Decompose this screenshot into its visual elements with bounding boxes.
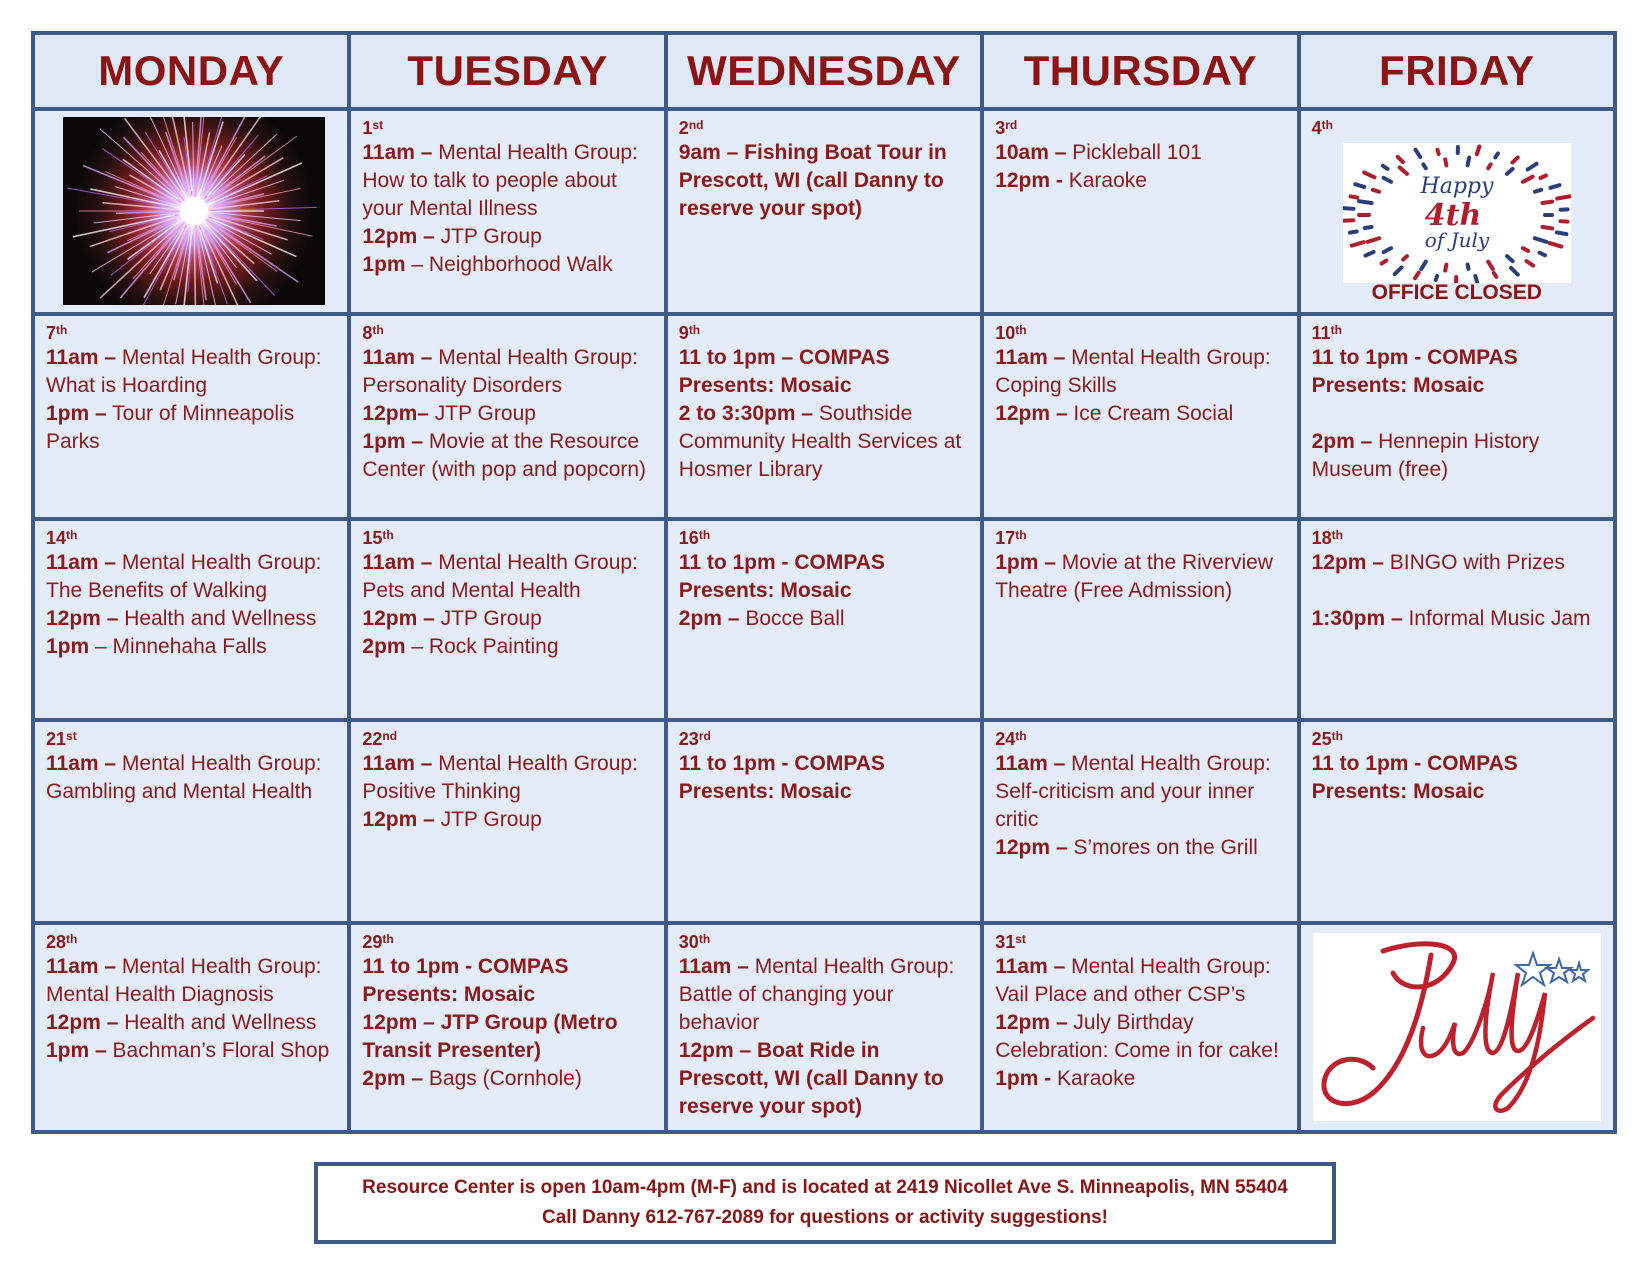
burst-dash xyxy=(1507,169,1513,174)
event: 12pm– JTP Group xyxy=(362,402,536,425)
event: 1pm – Movie at the Riverview Theatre (Free Admission) xyxy=(995,551,1273,602)
burst-dash xyxy=(1364,227,1371,228)
day-cell-28 xyxy=(35,925,347,1130)
date-label: 11th xyxy=(1311,323,1342,343)
burst-dash xyxy=(1383,248,1390,252)
happy-4th-of-july-image xyxy=(1343,143,1571,283)
date-label: 14th xyxy=(46,528,78,548)
date-label: 7th xyxy=(46,323,68,343)
date-label: 16th xyxy=(678,528,711,548)
day-cell-15 xyxy=(351,521,663,718)
fireworks-image xyxy=(63,117,325,305)
burst-dash xyxy=(1343,220,1353,221)
burst-dash xyxy=(1526,261,1533,265)
burst-dash xyxy=(1535,190,1541,192)
event: 12pm – Boat Ride in Prescott, WI (call Danny to reserve your spot) xyxy=(678,1039,944,1118)
july-uly-stroke xyxy=(1421,973,1593,1111)
event: 9am – Fishing Boat Tour in Prescott, WI (call Danny to reserve your spot) xyxy=(678,141,947,220)
event: 12pm – Ice Cream Social xyxy=(995,402,1234,425)
burst-dash xyxy=(1540,176,1546,179)
date-label: 30th xyxy=(678,932,711,952)
burst-dash xyxy=(1511,268,1518,275)
date-label: 25th xyxy=(1311,729,1343,749)
day-cell-14 xyxy=(35,521,347,718)
burst-dash xyxy=(1488,262,1493,269)
date-label: 18th xyxy=(1311,528,1343,548)
burst-dash xyxy=(1539,253,1545,256)
day-cell-22 xyxy=(351,722,663,921)
event: 11am – Mental Health Group: Self-criticism and your inner critic xyxy=(995,752,1271,831)
day-cell-9 xyxy=(668,316,980,517)
event: 1pm - Karaoke xyxy=(995,1067,1136,1090)
burst-dash xyxy=(1351,242,1363,245)
event: 12pm – July Birthday Celebration: Come in for cake! xyxy=(995,1011,1279,1062)
burst-dash xyxy=(1415,150,1420,157)
day-cell-16 xyxy=(668,521,980,718)
firework-ray xyxy=(116,211,182,213)
header-monday: MONDAY xyxy=(35,35,347,107)
cell-fireworks-image xyxy=(35,111,347,312)
event: 12pm - Karaoke xyxy=(995,169,1147,192)
burst-dash xyxy=(1467,158,1469,166)
burst-dash xyxy=(1445,159,1446,165)
day-cell-31 xyxy=(984,925,1296,1130)
burst-dash xyxy=(1445,265,1446,271)
event: 2pm – Rock Painting xyxy=(362,635,559,658)
july-calendar xyxy=(31,31,1617,1134)
event: 12pm – JTP Group (Metro Transit Presenter) xyxy=(362,1011,618,1062)
burst-dash xyxy=(1542,202,1552,203)
burst-dash xyxy=(1557,196,1570,198)
burst-dash xyxy=(1423,164,1425,168)
burst-dash xyxy=(1527,164,1536,170)
event: 11am – Mental Health Group: The Benefits of Walking xyxy=(46,551,322,602)
day-cell-25 xyxy=(1301,722,1613,921)
burst-dash xyxy=(1403,256,1407,259)
burst-dash xyxy=(1467,265,1468,269)
event: 12pm – Health and Wellness xyxy=(46,1011,317,1034)
firework-ray xyxy=(100,129,176,195)
event: 12pm – JTP Group xyxy=(362,225,542,248)
burst-dash xyxy=(1550,185,1559,188)
date-label: 21st xyxy=(46,729,77,749)
day-cell-1 xyxy=(351,111,663,312)
event: 2 to 3:30pm – Southside Community Health Services at Hosmer Library xyxy=(678,402,962,481)
date-label: 31st xyxy=(995,932,1026,952)
event: 11am – Mental Health Group: Coping Skills xyxy=(995,346,1271,397)
firework-ray xyxy=(205,163,302,206)
event: 11am – Mental Health Group: Gambling and Mental Health xyxy=(46,752,322,803)
day-cell-11 xyxy=(1301,316,1613,517)
burst-dash xyxy=(1495,153,1498,157)
burst-dash xyxy=(1415,273,1419,279)
burst-dash xyxy=(1372,190,1378,192)
date-label: 1st xyxy=(362,118,384,138)
event: 12pm – S’mores on the Grill xyxy=(995,836,1258,859)
cell-july-image xyxy=(1301,925,1613,1130)
burst-dash xyxy=(1350,196,1357,197)
day-cell-30 xyxy=(668,925,980,1130)
burst-dash xyxy=(1535,238,1547,242)
day-cell-4 xyxy=(1301,111,1613,312)
firework-core xyxy=(180,197,208,225)
burst-dash xyxy=(1437,150,1438,154)
event: 11am – Mental Health Group: Vail Place and other CSP’s xyxy=(995,955,1271,1006)
burst-dash xyxy=(1493,273,1495,277)
burst-dash xyxy=(1381,260,1386,263)
day-cell-29 xyxy=(351,925,663,1130)
burst-dash xyxy=(1355,184,1364,187)
event: 11am – Mental Health Group: Battle of changing your behavior xyxy=(678,955,955,1034)
firework-ray xyxy=(193,122,194,187)
footer-hours-address: Resource Center is open 10am-4pm (M-F) and is located at 2419 Nicollet Ave S. Minneapolis, MN 55404 xyxy=(362,1177,1288,1198)
event: 2pm – Bags (Cornhole) xyxy=(362,1067,582,1090)
day-cell-18 xyxy=(1301,521,1613,718)
header-tuesday: TUESDAY xyxy=(351,35,663,107)
date-label: 3rd xyxy=(995,118,1018,138)
burst-dash xyxy=(1421,262,1426,269)
burst-dash xyxy=(1556,232,1566,234)
event: 11 to 1pm – COMPAS Presents: Mosaic xyxy=(678,346,890,397)
event: 11 to 1pm - COMPAS Presents: Mosaic xyxy=(1311,752,1518,803)
event: 12pm – Health and Wellness xyxy=(46,607,317,630)
stars-icon xyxy=(1516,953,1588,985)
header-wednesday: WEDNESDAY xyxy=(668,35,980,107)
burst-dash xyxy=(1476,146,1478,154)
date-label: 24th xyxy=(995,729,1027,749)
event: 11am – Mental Health Group: Positive Thinking xyxy=(362,752,638,803)
header-friday: FRIDAY xyxy=(1301,35,1613,107)
burst-dash xyxy=(1399,167,1406,173)
burst-dash xyxy=(1359,201,1372,203)
date-label: 9th xyxy=(678,323,701,343)
event: 1:30pm – Informal Music Jam xyxy=(1311,607,1591,630)
event: 11 to 1pm - COMPAS Presents: Mosaic xyxy=(678,752,885,803)
burst-dash xyxy=(1394,267,1401,274)
event: 11am – Mental Health Group: Mental Health Diagnosis xyxy=(46,955,322,1006)
day-cell-23 xyxy=(668,722,980,921)
event: 12pm – JTP Group xyxy=(362,808,542,831)
of-july-text: of July xyxy=(1424,228,1489,252)
date-label: 15th xyxy=(362,528,394,548)
july-script-image xyxy=(1313,933,1601,1121)
event: 11 to 1pm - COMPAS Presents: Mosaic xyxy=(362,955,569,1006)
event: 1pm – Tour of Minneapolis Parks xyxy=(46,402,295,453)
day-cell-2 xyxy=(668,111,980,312)
event: 10am – Pickleball 101 xyxy=(995,141,1202,164)
date-label: 23rd xyxy=(678,729,711,749)
burst-dash xyxy=(1343,208,1354,209)
event: 12pm – BINGO with Prizes xyxy=(1311,551,1565,574)
date-label: 22nd xyxy=(362,729,398,749)
event: 2pm – Hennepin History Museum (free) xyxy=(1311,430,1540,481)
event: 11am – Mental Health Group: Pets and Mental Health xyxy=(362,551,638,602)
firework-ray xyxy=(203,117,245,193)
event: 1pm – Movie at the Resource Center (with pop and popcorn) xyxy=(362,430,647,481)
burst-dash xyxy=(1350,232,1357,233)
firework-ray xyxy=(194,231,195,305)
event: 1pm – Minnehaha Falls xyxy=(46,635,267,658)
burst-dash xyxy=(1382,166,1387,169)
date-label: 2nd xyxy=(678,118,704,138)
burst-dash xyxy=(1522,177,1532,182)
header-thursday: THURSDAY xyxy=(984,35,1296,107)
footer-contact: Call Danny 612-767-2089 for questions or activity suggestions! xyxy=(542,1207,1108,1228)
day-cell-10 xyxy=(984,316,1296,517)
footer-info-box xyxy=(314,1162,1336,1244)
burst-dash xyxy=(1542,227,1552,228)
event: 11am – Mental Health Group: What is Hoarding xyxy=(46,346,322,397)
day-cell-17 xyxy=(984,521,1296,718)
burst-dash xyxy=(1365,252,1373,256)
burst-dash xyxy=(1549,243,1561,247)
event: 11am – Mental Health Group: How to talk to people about your Mental Illness xyxy=(362,141,638,220)
burst-dash xyxy=(1397,157,1402,162)
burst-dash xyxy=(1367,238,1379,242)
event: 1pm – Bachman’s Floral Shop xyxy=(46,1039,330,1062)
burst-dash xyxy=(1512,157,1517,162)
event: 2pm – Bocce Ball xyxy=(678,607,845,630)
event: 11 to 1pm - COMPAS Presents: Mosaic xyxy=(1311,346,1518,397)
date-label: 4th xyxy=(1311,118,1333,138)
event: 11am – Mental Health Group: Personality Disorders xyxy=(362,346,638,397)
date-label: 17th xyxy=(995,528,1027,548)
date-label: 8th xyxy=(362,323,384,343)
day-cell-3 xyxy=(984,111,1296,312)
day-cell-21 xyxy=(35,722,347,921)
event: 11 to 1pm - COMPAS Presents: Mosaic xyxy=(678,551,885,602)
burst-dash xyxy=(1507,256,1513,261)
event: 1pm – Neighborhood Walk xyxy=(362,253,613,276)
fourth-text: 4th xyxy=(1424,198,1481,233)
day-cell-8 xyxy=(351,316,663,517)
burst-dash xyxy=(1364,173,1374,178)
day-cell-7 xyxy=(35,316,347,517)
office-closed-notice: OFFICE CLOSED xyxy=(1371,281,1542,304)
date-label: 10th xyxy=(995,323,1027,343)
burst-dash xyxy=(1488,164,1490,168)
burst-dash xyxy=(1522,248,1527,251)
firework-ray xyxy=(199,226,227,304)
date-label: 29th xyxy=(362,932,394,952)
july-j-stroke xyxy=(1324,944,1455,1104)
date-label: 28th xyxy=(46,932,78,952)
day-cell-24 xyxy=(984,722,1296,921)
happy-text: Happy xyxy=(1420,174,1494,199)
burst-dash xyxy=(1383,178,1390,182)
event: 12pm – JTP Group xyxy=(362,607,542,630)
